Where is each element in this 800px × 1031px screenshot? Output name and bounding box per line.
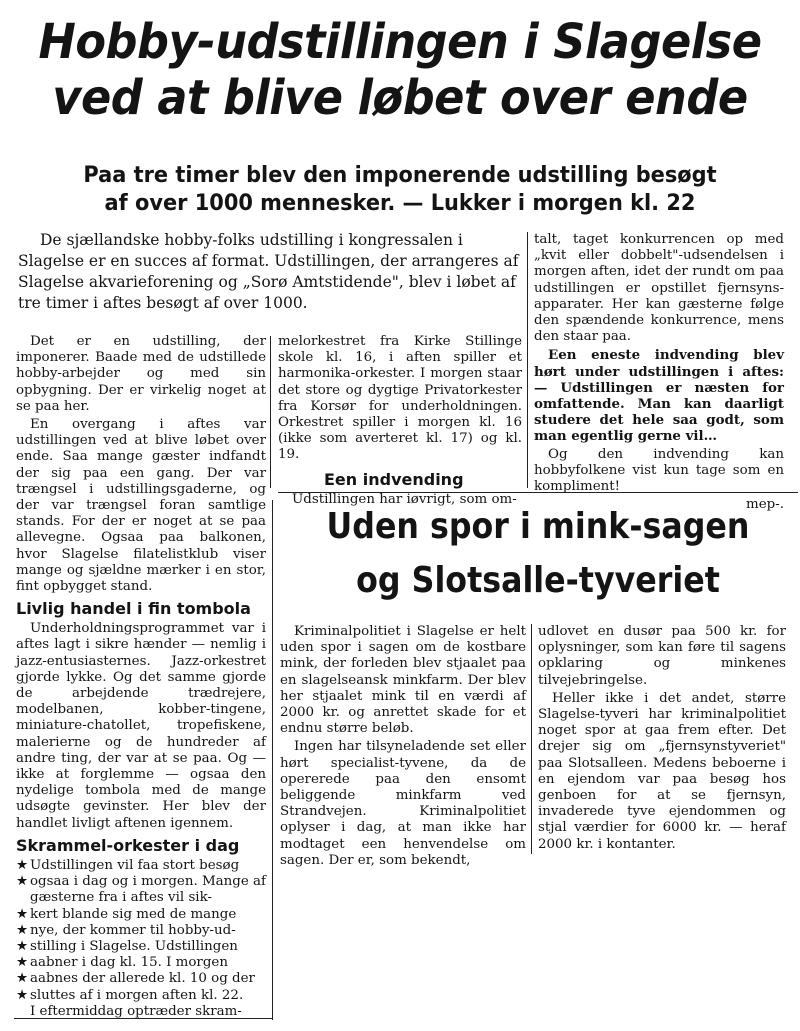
article1-col1-p1: Det er en udstilling, der imponerer. Baade med de udstillede hobby-arbejder og med sin opbygning. Der er virkelig noget at se paa her. [16,334,266,414]
article2-column2 [538,624,786,855]
article2-col2-p2: Heller ikke i det andet, større Slagelse-tyveri har kriminalpolitiet noget spor at gaa frem efter. Det drejer sig om „fjernsynstyveriet" paa Slotsalleen. Medens beboerne i en ejendom var paa besøg hos genboen for at se fjernsyn, invaderede tyve ejendommen og stjal værdier for 6000 kr. — heraf 2000 kr. i kontanter. [538,690,786,852]
lead-paragraph [18,230,523,314]
star-icon: ★ [16,938,29,954]
star-icon: ★ [16,857,29,873]
article2-headline-line2: og Slotsalle-tyveriet [356,560,720,601]
column-rule [531,624,532,854]
article2-col1-p1: Kriminalpolitiet i Slagelse er helt uden spor i sagen om de kostbare mink, der forleden blev stjaalet paa en slagelseansk minkfarm. Der blev her stjaalet mink til en værdi af 2000 kr. og anrettet skade for et endnu større beløb. [280,624,526,737]
article1-col1-p4: I eftermiddag optræder skram- [30,1003,242,1019]
main-headline [28,14,772,126]
list-item: ★ aabnes der allerede kl. 10 og der [16,971,255,987]
star-icon: ★ [16,955,29,971]
list-item: ★ Udstillingen vil faa stort besøg [16,857,240,873]
article2-headline [307,500,768,608]
list-item: ★ nye, der kommer til hobby-ud- [16,922,236,938]
article2-column1 [280,624,526,871]
main-headline-line1: Hobby-udstillingen i Slagelse [38,14,762,70]
article1-col2-p1: melorkestret fra Kirke Stillinge skole kl. 16, i aften spiller et harmonika-orkester. I morgen staar det store og dygtige Privatorkester fra Korsør for underholdningen. Orkestret spiller i morgen kl. 16 (ikke som averteret kl. 17) og kl. 19. [278,334,522,463]
column-rule [272,500,273,1020]
star-icon: ★ [16,874,29,890]
lead-text: De sjællandske hobby-folks udstilling i kongressalen i Slagelse er en succes af format. Udstillingen, der arrangeres af Slagelse akvarieforening og „Sorø Amtstidende", blev i løbet af tre timer i aftes besøgt af over 1000. [18,231,519,312]
column-rule [270,336,271,488]
star-icon: ★ [16,971,29,987]
article1-col1-p3: Underholdningsprogrammet var i aftes lagt i sikre hænder — nemlig i jazz-entusiasternes. Jazz-orkestret gjorde lykke. Og det samme gjorde de arbejdende trædrejere, modelbanen, kobber-tingene, miniature-chatollet, tropefiskene, malerierne og de hundreder af andre ting, der var at se paa. Og — ikke at forglemme — ogsaa den nydelige tombola med de mange udsøgte gevinster. Her blev der handlet livligt aftenen igennem. [16,621,266,831]
article1-col3-p3: Og den indvending kan hobbyfolkene vist kun tage som en kompliment! [534,446,784,495]
article1-subhead-indvending: Een indvending [324,469,464,489]
subheadline-line1: Paa tre timer blev den imponerende udstilling besøgt [83,163,717,188]
star-list [16,858,266,1004]
article1-col1-p2: En overgang i aftes var udstillingen ved at blive løbet over ende. Saa mange gæster indfandt der sig paa een gang. Der var trængsel i udstillingsgaderne, og der var trængsel foran samtlige stands. For der er noget at se paa allevegne. Ogsaa paa balkonen, hvor Slagelse filatelistklub viser mange og sjældne mærker i en stor, fint opbygget stand. [16,417,266,595]
article2-headline-line1: Uden spor i mink-sagen [326,506,750,547]
list-item: ★ kert blande sig med de mange [16,906,237,922]
article1-column2 [278,334,522,510]
list-item: ★ stilling i Slagelse. Udstillingen [16,938,238,954]
article1-col3-p2: Een eneste indvending blev hørt under udstillingen i aftes: — Udstillingen er næsten for omfattende. Man kan daarligt studere det hele saa godt, som man egentlig gerne vil… [534,347,784,445]
article2-col2-p1: udlovet en dusør paa 500 kr. for oplysninger, som kan føre til sagens opklaring og minkenes tilvejebringelse. [538,624,786,688]
article1-column3 [534,232,784,513]
article2-col1-p2: Ingen har tilsyneladende set eller hørt specialist-tyvene, da de opererede paa den ensomt beliggende minkfarm ved Strandvejen. Kriminalpolitiet oplyser i dag, at man ikke har modtaget een henvendelse om sagen. Der er, som bekendt, [280,739,526,868]
star-icon: ★ [16,922,29,938]
article1-col3-p1: talt, taget konkurrencen op med „kvit eller dobbelt"-udsendelsen i morgen aften, idet der rundt om paa udstillingen er opstillet fjernsyns-apparater. Her kan gæsterne følge den spændende konkurrence, mens den staar paa. [534,232,784,345]
article1-column1 [16,334,266,1022]
main-headline-line2: ved at blive løbet over ende [52,70,748,126]
subheadline-line2: af over 1000 mennesker. — Lukker i morgen kl. 22 [104,191,696,216]
article1-subhead-tombola: Livlig handel i fin tombola [16,599,251,619]
star-icon: ★ [16,906,29,922]
list-item: ★ aabner i dag kl. 15. I morgen [16,955,228,971]
article1-col2-p2: Udstillingen har iøvrigt, som om- [292,491,517,507]
subheadline [20,162,780,218]
list-item: ★ sluttes af i morgen aften kl. 22. [16,987,244,1003]
column-rule [527,232,528,488]
list-item: ★ ogsaa i dag og i morgen. Mange af gæsterne fra i aftes vil sik- [16,874,266,906]
article1-signature: mep-. [746,497,784,513]
article1-subhead-skrammel: Skrammel-orkester i dag [16,835,240,855]
star-icon: ★ [16,987,29,1003]
